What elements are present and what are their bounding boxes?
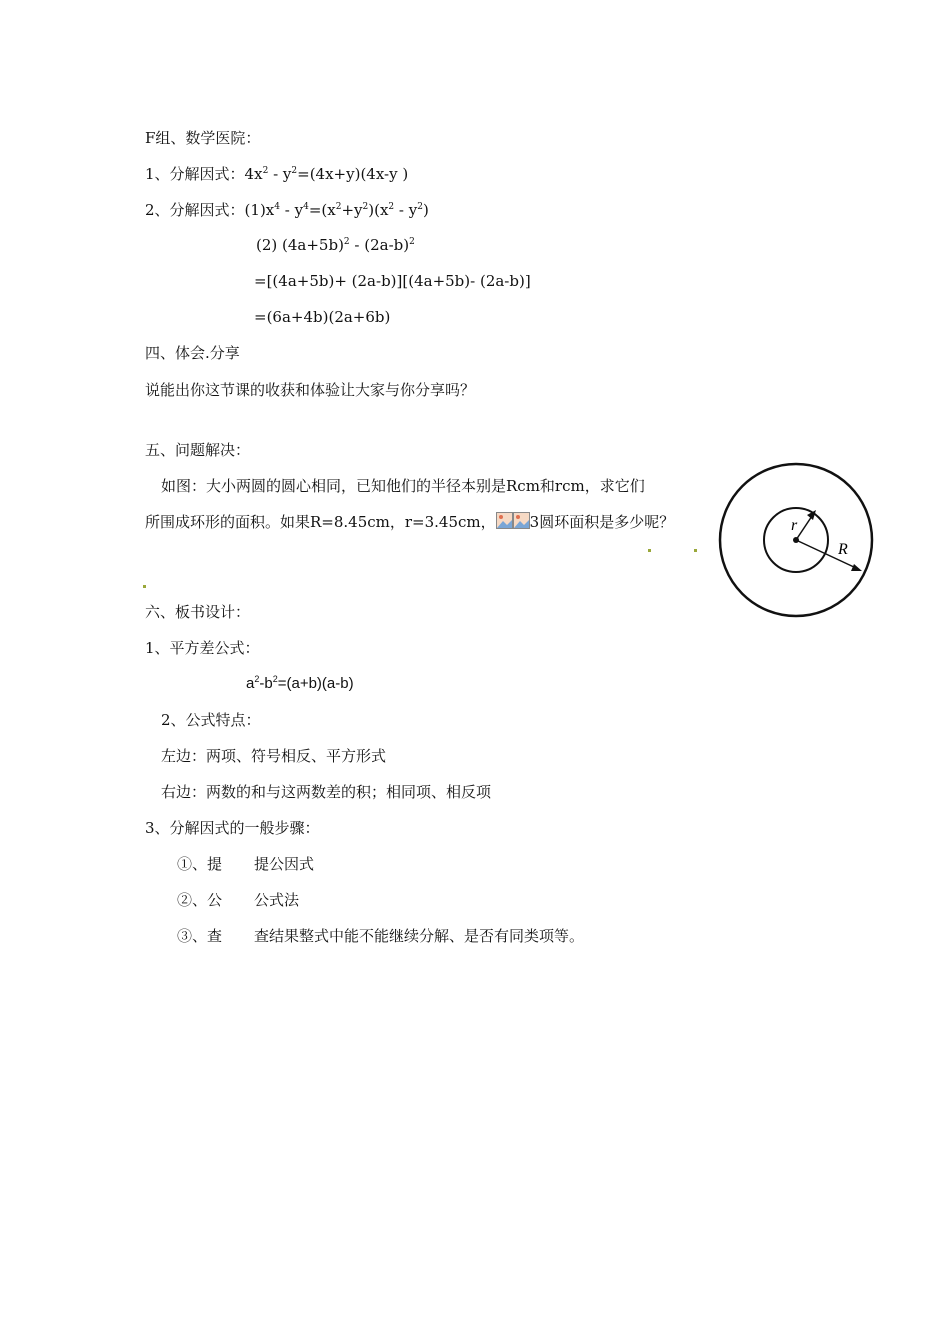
expr-part: )	[422, 201, 429, 219]
exponent: 2	[343, 237, 350, 247]
difference-of-squares-formula	[246, 674, 354, 694]
concentric-circles-figure	[717, 462, 879, 618]
expr-part: - y	[280, 201, 304, 219]
exponent: 2	[335, 202, 342, 212]
step-3-desc: 查结果整式中能不能继续分解、是否有同类项等。	[254, 927, 585, 945]
board-item-3: 3、分解因式的一般步骤：	[145, 819, 320, 837]
section-6-title: 六、板书设计：	[145, 603, 251, 621]
problem-1	[145, 164, 408, 184]
problem-2	[145, 200, 429, 220]
exponent: 4	[303, 202, 309, 212]
exponent: 2	[272, 674, 278, 684]
expr-part: - (2a-b)	[349, 236, 410, 254]
expr-part: =(x	[308, 201, 336, 219]
exponent: 2	[362, 202, 369, 212]
expr-part: - y	[394, 201, 418, 219]
problem-2-step-2: =(6a+4b)(2a+6b)	[254, 308, 391, 326]
board-item-1: 1、平方差公式：	[145, 639, 260, 657]
step-1-mark: ①、提	[177, 855, 223, 873]
expr-part: - y	[268, 165, 292, 183]
expr-part: +y	[341, 201, 363, 219]
expr-part: (2) (4a+5b)	[256, 236, 344, 254]
exponent: 2	[254, 674, 260, 684]
board-item-2: 2、公式特点：	[161, 711, 261, 729]
expr-part: 4x	[244, 165, 263, 183]
text-part: 所围成环形的面积。如果R=8.45cm，r=3.45cm，	[145, 513, 496, 531]
radius-R-arrowhead	[851, 564, 862, 571]
stray-mark	[143, 585, 146, 588]
stray-mark	[694, 549, 697, 552]
stray-mark	[648, 549, 651, 552]
section-5-title: 五、问题解决：	[145, 441, 251, 459]
section-4-title: 四、体会.分享	[145, 344, 240, 362]
text-part: 3圆环面积是多少呢？	[529, 513, 675, 531]
problem-2-step-1: =[(4a+5b)+ (2a-b)][(4a+5b)- (2a-b)]	[254, 272, 531, 290]
label-R: R	[838, 541, 848, 558]
section-5-line-2	[145, 512, 674, 532]
right-side-features: 右边：两数的和与这两数差的积；相同项、相反项	[161, 783, 492, 801]
expr-part: a	[246, 675, 255, 692]
exponent: 2	[409, 237, 415, 247]
step-2-desc: 公式法	[254, 891, 300, 909]
problem-2-label: 2、分解因式：	[145, 201, 245, 219]
expr-part: -b	[259, 675, 273, 692]
expr-part: (1)x	[244, 201, 275, 219]
radius-r-line	[796, 516, 812, 540]
expr-part: =(a+b)(a-b)	[277, 675, 354, 692]
section-f-title: F组、数学医院：	[145, 129, 261, 147]
label-r: r	[791, 517, 798, 534]
left-side-features: 左边：两项、符号相反、平方形式	[161, 747, 387, 765]
expr-part: )(x	[368, 201, 389, 219]
step-2-mark: ②、公	[177, 891, 223, 909]
section-4-text: 说能出你这节课的收获和体验让大家与你分享吗？	[145, 381, 476, 399]
exponent: 2	[388, 202, 395, 212]
exponent: 2	[417, 202, 423, 212]
problem-2-part-2	[256, 235, 415, 255]
problem-1-label: 1、分解因式：	[145, 165, 245, 183]
broken-image-icon	[496, 512, 530, 530]
exponent: 2	[291, 166, 298, 176]
step-3-mark: ③、查	[177, 927, 223, 945]
step-1-desc: 提公因式	[254, 855, 315, 873]
exponent: 2	[262, 166, 269, 176]
exponent: 4	[274, 202, 280, 212]
expr-part: =(4x+y)(4x-y )	[297, 165, 409, 183]
section-5-line-1: 如图：大小两圆的圆心相同，已知他们的半径本别是Rcm和rcm，求它们	[161, 477, 645, 495]
